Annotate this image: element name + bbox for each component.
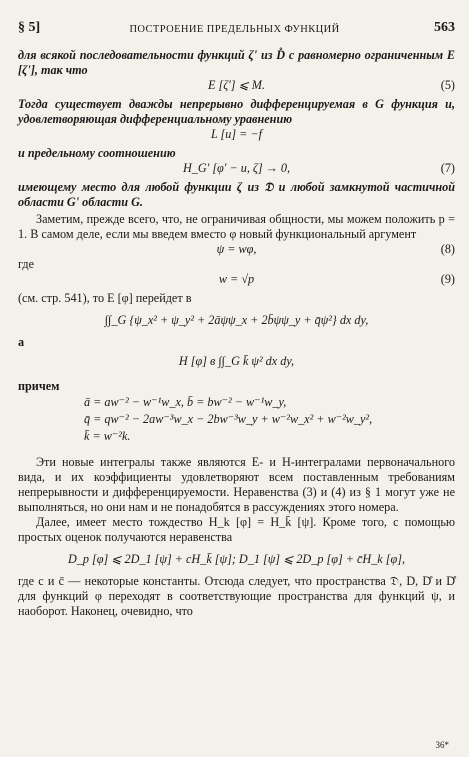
section-number: § 5]: [18, 20, 41, 35]
theorem-text-1: для всякой последовательности функций ζ' из D̊ с равномерно ограниченным E [ζ'], так что: [18, 48, 455, 77]
running-title: ПОСТРОЕНИЕ ПРЕДЕЛЬНЫХ ФУНКЦИЙ: [129, 24, 340, 35]
coefficient-formulas: [18, 394, 455, 445]
formula-h-integral-text: H [φ] в ∫∫_G k̄ ψ² dx dy,: [178, 354, 295, 368]
page-body: [18, 48, 455, 619]
formula-9: [18, 272, 455, 287]
label-where: где: [18, 257, 35, 271]
formula-8-text: ψ = wφ,: [216, 242, 257, 256]
paragraph-remark: Заметим, прежде всего, что, не ограничивая общности, мы можем положить p = 1. В самом деле, если мы введем вместо φ новый функциональный аргумент: [18, 212, 455, 241]
formula-k: k̄ = w⁻²k.: [84, 429, 131, 443]
paragraph-identity: Далее, имеет место тождество H_k [φ] = H_k̄ [ψ]. Кроме того, с помощью простых оценок получаются неравенства: [18, 515, 455, 544]
formula-h-integral: [18, 354, 455, 369]
formula-7-text: H_G' [φ' − u, ζ] → 0,: [182, 161, 291, 175]
formula-7: [18, 161, 455, 176]
formula-inequalities-text: D_p [φ] ⩽ 2D_1 [ψ] + cH_k̄ [ψ]; D_1 [ψ] ⩽ 2D_p [φ] + c̄H_k [φ],: [67, 552, 406, 566]
theorem-text-3: и предельному соотношению: [18, 146, 176, 160]
formula-5: [18, 78, 455, 93]
formula-e-integral-text: ∫∫_G {ψ_x² + ψ_y² + 2āψψ_x + 2b̄ψψ_y + q̄ψ²} dx dy,: [104, 313, 369, 327]
formula-a-b: ā = aw⁻² − w⁻¹w_x, b̄ = bw⁻² − w⁻¹w_y,: [84, 395, 287, 409]
formula-5-text: E [ζ'] ⩽ M.: [207, 78, 266, 92]
formula-e-integral: [18, 313, 455, 328]
formula-8: [18, 242, 455, 257]
label-and: а: [18, 335, 25, 349]
formula-7-number: (7): [440, 161, 455, 175]
formula-q: q̄ = qw⁻² − 2aw⁻³w_x − 2bw⁻³w_y + w⁻²w_x² + w⁻²w_y²,: [84, 412, 373, 426]
formula-5-number: (5): [440, 78, 455, 92]
formula-8-number: (8): [440, 242, 455, 256]
formula-9-text: w = √p: [218, 272, 255, 286]
theorem-text-2: Тогда существует дважды непрерывно дифференцируемая в G функция u, удовлетворяющая дифференциальному уравнению: [18, 97, 455, 126]
paragraph-constants: где c и c̄ — некоторые константы. Отсюда следует, что пространства 𝔇, D, D̊ и D̊ для функций φ переходят в соответствующие пространства для функций ψ, и наоборот. Наконец, очевидно, что: [18, 574, 455, 618]
label-with: причем: [18, 379, 60, 393]
formula-diff-eq-text: L [u] = −f: [210, 127, 263, 141]
formula-inequalities: [18, 552, 455, 567]
page-number: 563: [434, 20, 455, 35]
theorem-text-4: имеющему место для любой функции ζ из 𝔇 и любой замкнутой частичной области G' области G.: [18, 180, 455, 209]
formula-9-number: (9): [440, 272, 455, 286]
paragraph-new-integrals: Эти новые интегралы также являются E- и H-интегралами первоначального вида, и их коэффициенты удовлетворяют всем поставленным требованиям непрерывности и дифференцируемости. Неравенства (3) и (4) из § 1 могут уже не выполняться, но они нам и не понадобятся в рассуждениях этого номера.: [18, 455, 455, 514]
paragraph-see-page: (см. стр. 541), то E [φ] перейдет в: [18, 291, 192, 305]
running-header: [0, 20, 469, 38]
signature-mark: 36*: [435, 740, 449, 750]
formula-diff-eq: [18, 127, 455, 142]
